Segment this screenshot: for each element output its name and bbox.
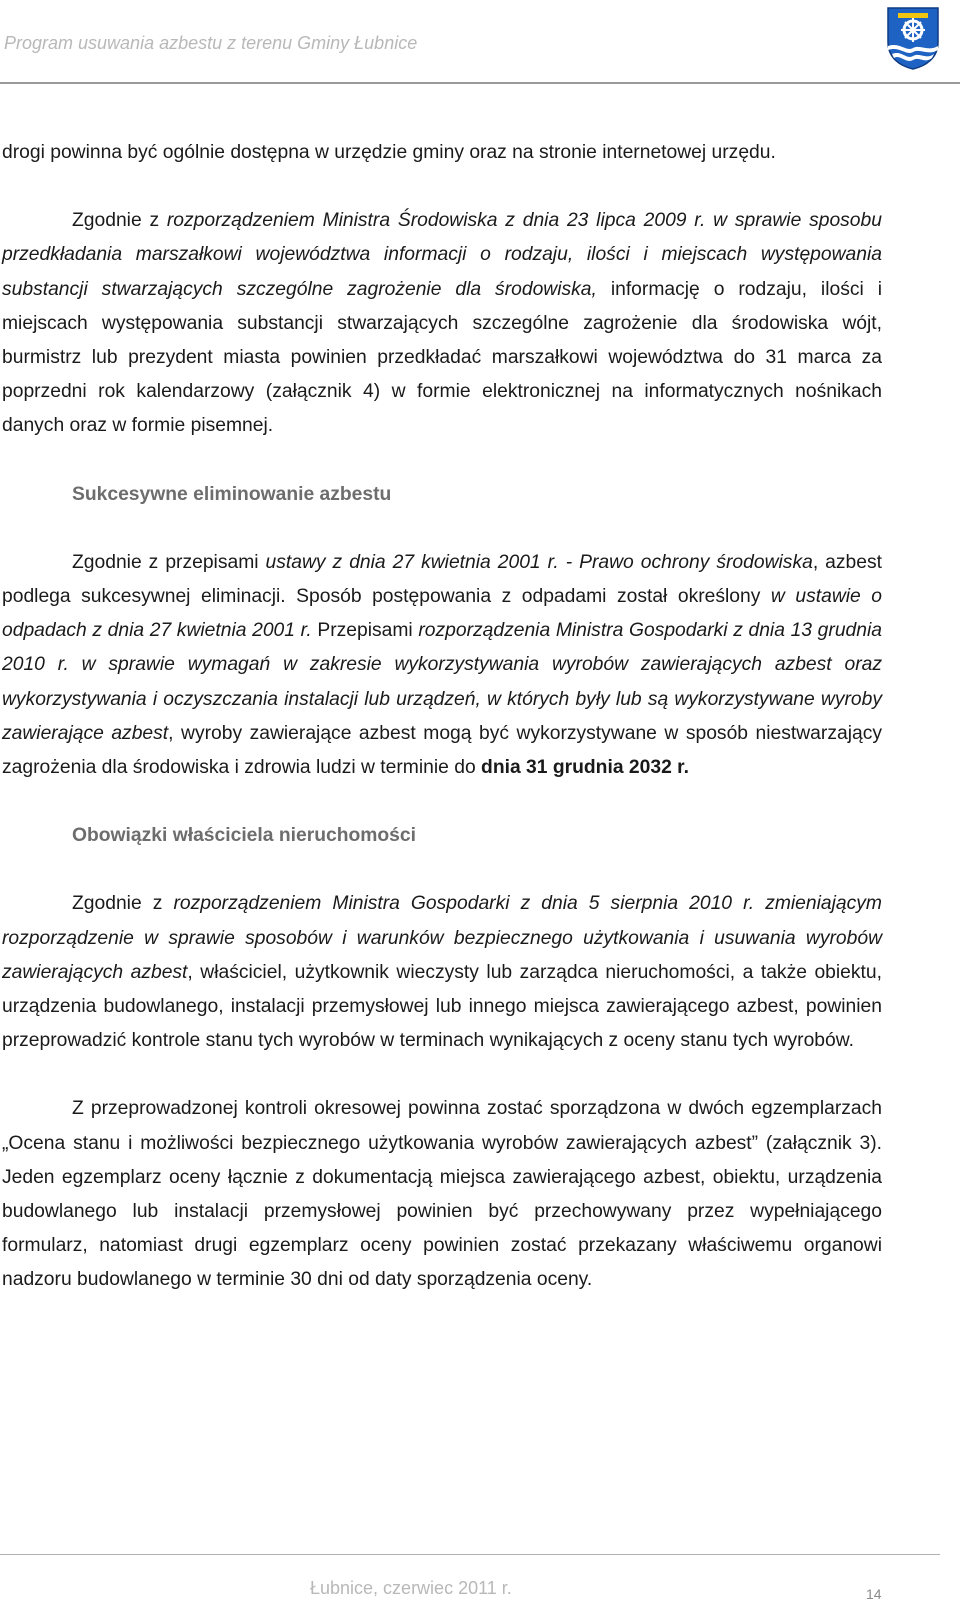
paragraph <box>2 1092 882 1297</box>
section-heading: Sukcesywne eliminowanie azbestu <box>72 483 392 505</box>
regulation-citation: rozporządzeniem Ministra Gospodarki z dnia 5 sierpnia 2010 r. zmieniającym rozporządzenie w sprawie sposobów i warunków bezpiecznego użytkowania i usuwania wyrobów zawierających azbest <box>2 893 882 983</box>
regulation-citation: w ustawie o odpadach z dnia 27 kwietnia 2001 r. <box>2 586 882 642</box>
paragraph <box>2 887 882 1058</box>
paragraph-text: , wyroby zawierające azbest mogą być wykorzystywane w sposób niestwarzający zagrożenia dla środowiska i zdrowia ludzi w terminie do <box>2 722 882 779</box>
document-title: Program usuwania azbestu z terenu Gminy Łubnice <box>4 33 418 53</box>
section-heading: Obowiązki właściciela nieruchomości <box>72 825 416 847</box>
header-divider <box>0 82 960 84</box>
regulation-citation: rozporządzeniem Ministra Środowiska z dnia 23 lipca 2009 r. w sprawie sposobu przedkładania marszałkowi województwa informacji o rodzaju, ilości i miejscach występowania substancji stwarzających szczególne zagrożenie dla środowiska, <box>2 210 882 300</box>
paragraph-text: Przepisami <box>311 620 419 642</box>
paragraph-text: informację o rodzaju, ilości i miejscach występowania substancji stwarzających szczególne zagrożenie dla środowiska wójt, burmistrz lub prezydent miasta powinien przedkładać marszałkowi województwa do 31 marca za poprzedni rok kalendarzowy (załącznik 4) w formie elektronicznej na informatycznych nośnikach danych oraz w formie pisemnej. <box>2 278 882 437</box>
paragraph-text: Zgodnie z <box>72 210 167 232</box>
coat-of-arms-icon <box>884 4 942 70</box>
paragraph-text: Zgodnie z przepisami <box>72 551 266 573</box>
paragraph <box>2 546 882 785</box>
page-number: 14 <box>866 1586 882 1602</box>
regulation-citation: ustawy z dnia 27 kwietnia 2001 r. - Prawo ochrony środowiska <box>265 551 813 573</box>
paragraph <box>2 204 882 443</box>
deadline-date: dnia 31 grudnia 2032 r. <box>481 757 689 779</box>
paragraph-text: , azbest podlega sukcesywnej eliminacji. Sposób postępowania z odpadami został określony <box>2 551 882 608</box>
page-header <box>0 0 960 84</box>
regulation-citation: rozporządzenia Ministra Gospodarki z dnia 13 grudnia 2010 r. w sprawie wymagań w zakresie wykorzystywania wyrobów zawierających azbest oraz wykorzystywania i oczyszczania instalacji lub urządzeń, w których były lub są wykorzystywane wyroby zawierające azbest <box>2 620 882 744</box>
footer-place-date: Łubnice, czerwiec 2011 r. <box>310 1578 512 1598</box>
paragraph-text: drogi powinna być ogólnie dostępna w urzędzie gminy oraz na stronie internetowej urzędu. <box>2 142 776 163</box>
paragraph-text: Zgodnie z <box>72 893 174 915</box>
paragraph-text: Z przeprowadzonej kontroli okresowej powinna zostać sporządzona w dwóch egzemplarzach „Ocena stanu i możliwości bezpiecznego użytkowania wyrobów zawierających azbest” (załącznik 3). Jeden egzemplarz oceny łącznie z dokumentacją miejsca zawierającego azbest, obiektu, urządzenia budowlanego lub instalacji przemysłowej powinien być przechowywany przez wypełniającego formularz, natomiast drugi egzemplarz oceny powinien zostać przekazany właściwemu organowi nadzoru budowlanego w terminie 30 dni od daty sporządzenia oceny. <box>2 1098 882 1291</box>
paragraph <box>2 136 882 170</box>
document-body <box>2 136 882 1298</box>
paragraph-text: , właściciel, użytkownik wieczysty lub zarządca nieruchomości, a także obiektu, urządzenia budowlanego, instalacji przemysłowej lub innego miejsca zawierającego azbest, powinien przeprowadzić kontrole stanu tych wyrobów w terminach wynikających z oceny stanu tych wyrobów. <box>2 961 882 1052</box>
footer-divider <box>0 1554 940 1555</box>
